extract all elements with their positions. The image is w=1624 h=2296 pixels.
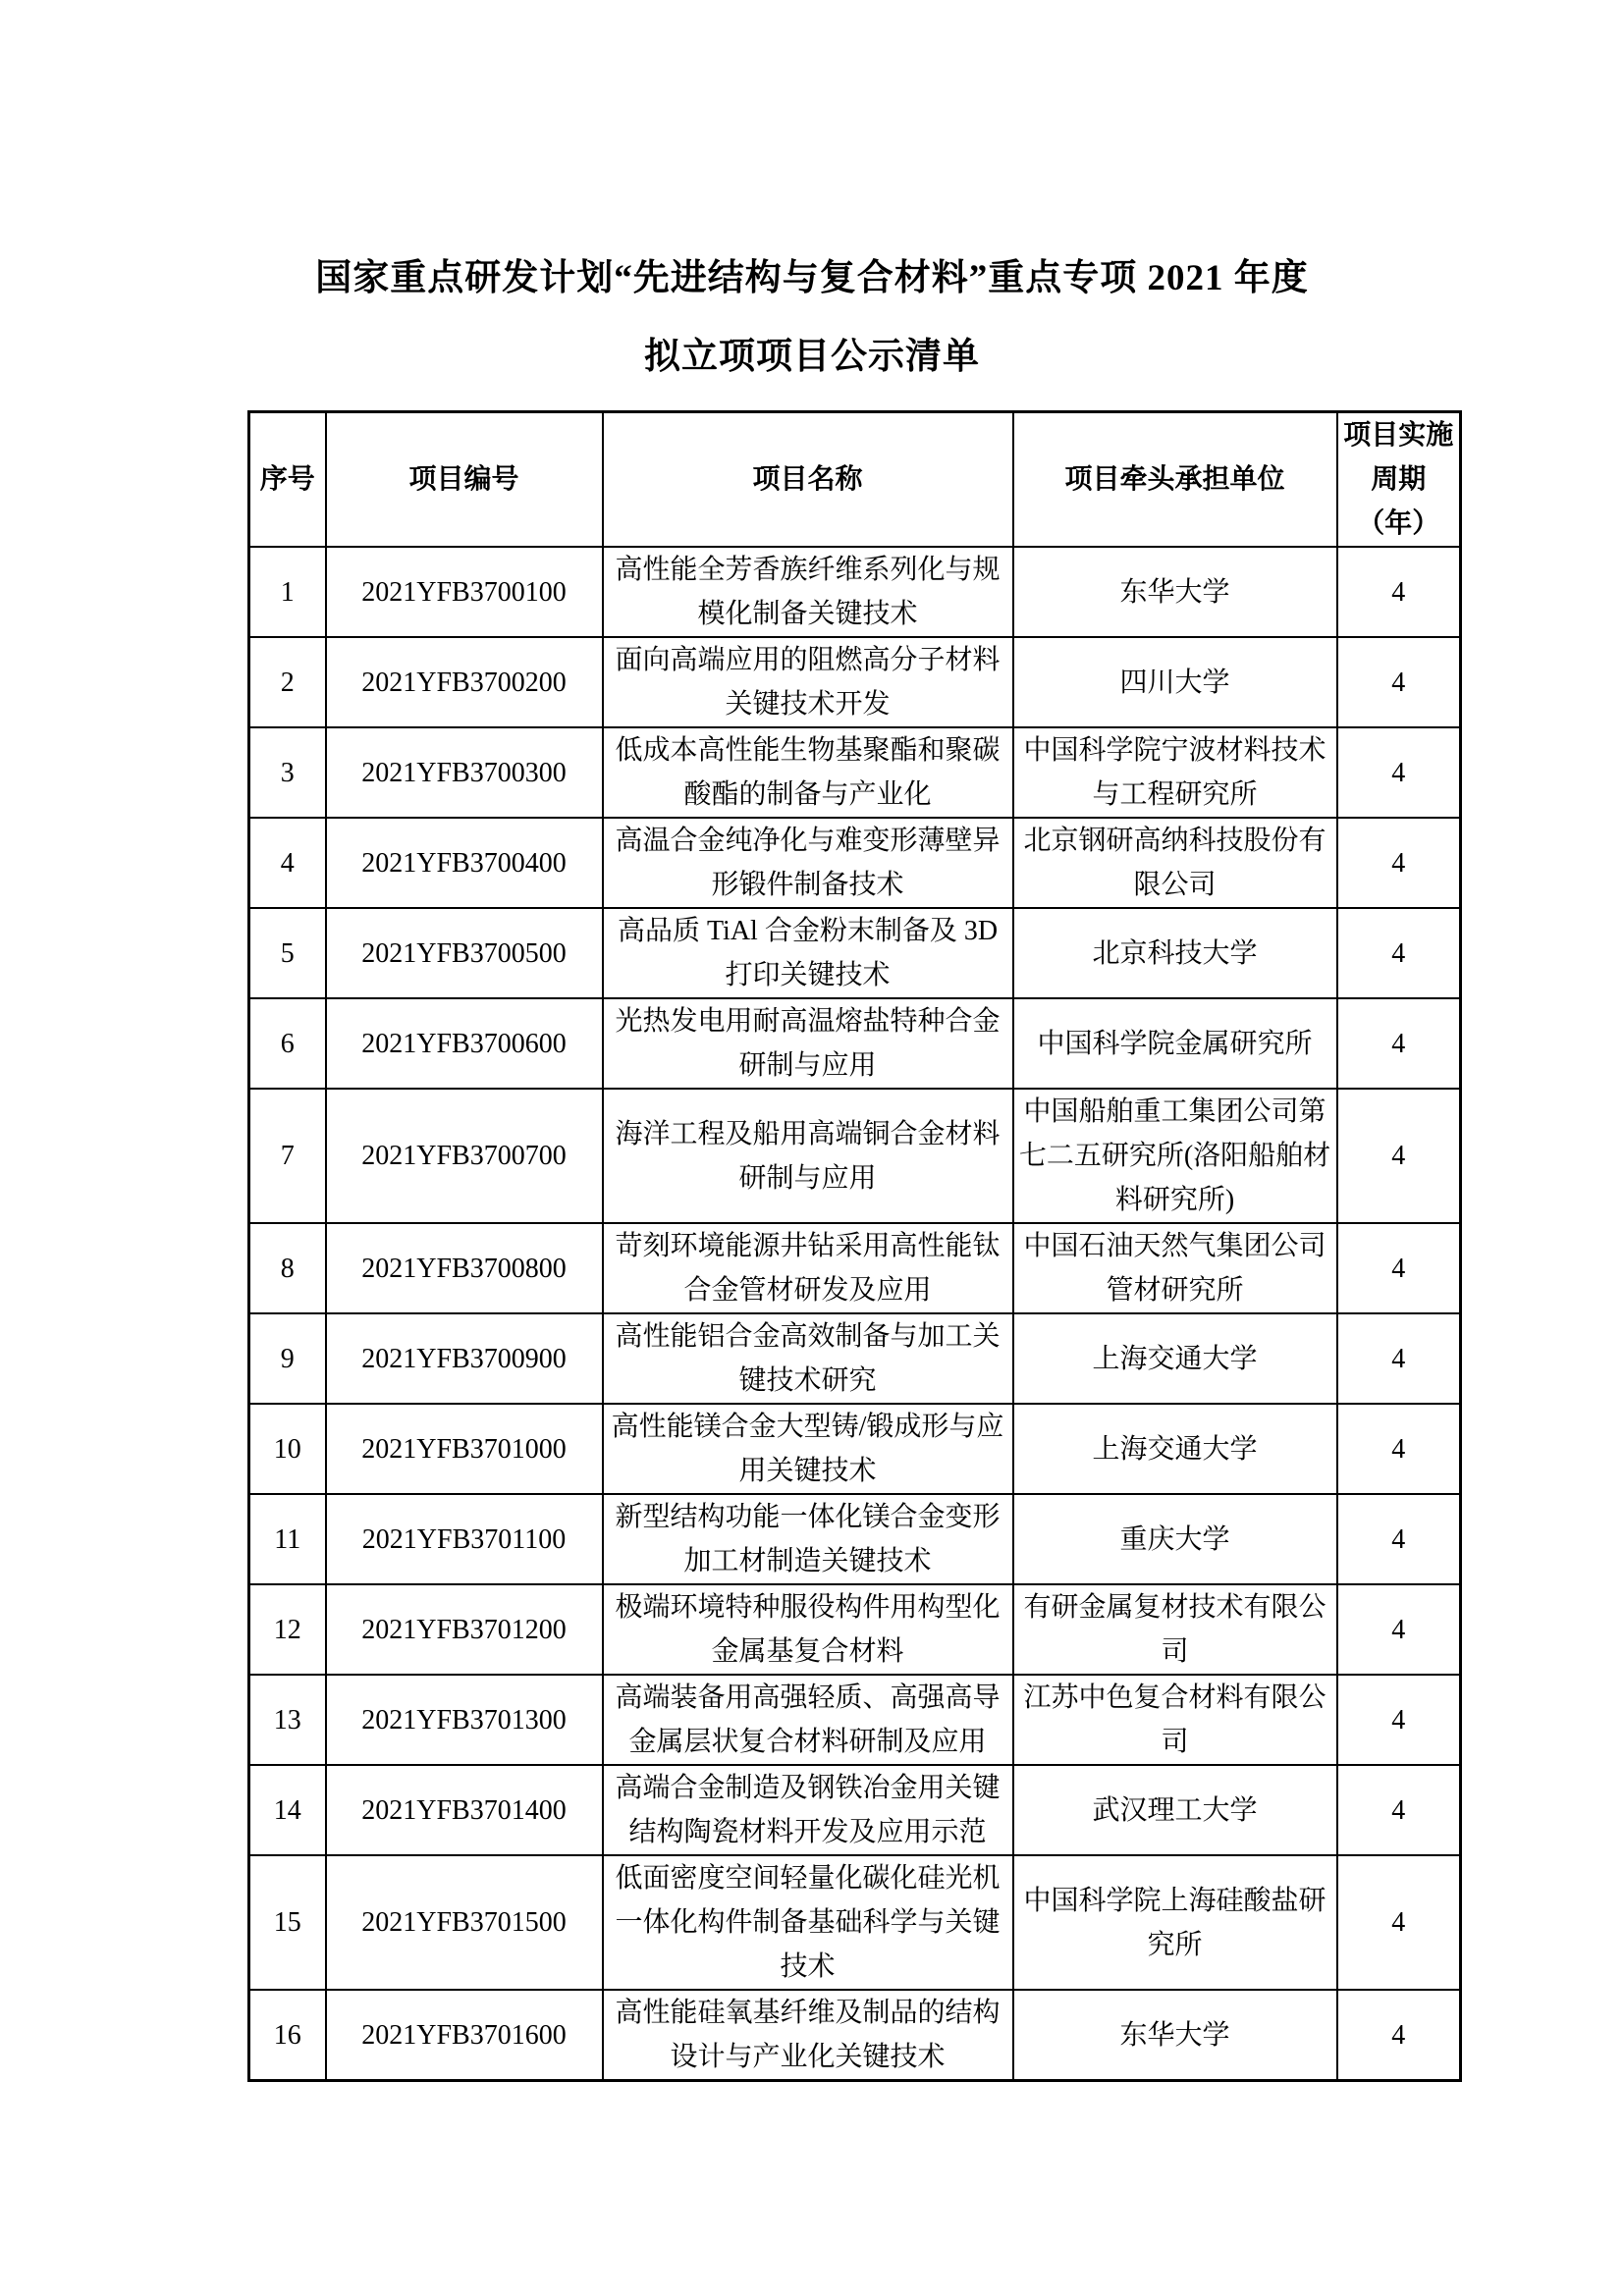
project-name-cell: 高温合金纯净化与难变形薄壁异形锻件制备技术 bbox=[603, 818, 1013, 908]
project-code-cell: 2021YFB3701500 bbox=[326, 1855, 603, 1990]
lead-org-cell: 武汉理工大学 bbox=[1013, 1765, 1337, 1855]
lead-org-cell: 上海交通大学 bbox=[1013, 1404, 1337, 1494]
lead-org-cell: 江苏中色复合材料有限公司 bbox=[1013, 1675, 1337, 1765]
table-row bbox=[249, 998, 1461, 1089]
table-body bbox=[249, 547, 1461, 2081]
row-number-cell: 1 bbox=[249, 547, 326, 637]
header-period-line-1: 项目实施 bbox=[1343, 420, 1454, 451]
project-code-cell: 2021YFB3700800 bbox=[326, 1223, 603, 1313]
row-number-cell: 12 bbox=[249, 1584, 326, 1675]
table-row bbox=[249, 818, 1461, 908]
project-name-cell: 极端环境特种服役构件用构型化金属基复合材料 bbox=[603, 1584, 1013, 1675]
row-number-cell: 15 bbox=[249, 1855, 326, 1990]
header-index: 序号 bbox=[249, 412, 326, 548]
period-cell: 4 bbox=[1337, 908, 1461, 998]
table-row bbox=[249, 727, 1461, 818]
project-name-cell: 高端合金制造及钢铁冶金用关键结构陶瓷材料开发及应用示范 bbox=[603, 1765, 1013, 1855]
project-code-cell: 2021YFB3700600 bbox=[326, 998, 603, 1089]
project-name-cell: 低成本高性能生物基聚酯和聚碳酸酯的制备与产业化 bbox=[603, 727, 1013, 818]
table-row bbox=[249, 1990, 1461, 2081]
lead-org-cell: 北京科技大学 bbox=[1013, 908, 1337, 998]
project-code-cell: 2021YFB3701000 bbox=[326, 1404, 603, 1494]
lead-org-cell: 有研金属复材技术有限公司 bbox=[1013, 1584, 1337, 1675]
header-org: 项目牵头承担单位 bbox=[1013, 412, 1337, 548]
row-number-cell: 2 bbox=[249, 637, 326, 727]
header-name: 项目名称 bbox=[603, 412, 1013, 548]
row-number-cell: 11 bbox=[249, 1494, 326, 1584]
lead-org-cell: 东华大学 bbox=[1013, 1990, 1337, 2081]
period-cell: 4 bbox=[1337, 1313, 1461, 1404]
table-row bbox=[249, 1223, 1461, 1313]
project-code-cell: 2021YFB3701600 bbox=[326, 1990, 603, 2081]
lead-org-cell: 中国船舶重工集团公司第七二五研究所(洛阳船舶材料研究所) bbox=[1013, 1089, 1337, 1223]
table-row bbox=[249, 1494, 1461, 1584]
header-period bbox=[1337, 412, 1461, 548]
period-cell: 4 bbox=[1337, 727, 1461, 818]
row-number-cell: 5 bbox=[249, 908, 326, 998]
project-code-cell: 2021YFB3700300 bbox=[326, 727, 603, 818]
project-code-cell: 2021YFB3701300 bbox=[326, 1675, 603, 1765]
period-cell: 4 bbox=[1337, 998, 1461, 1089]
title-line-2: 拟立项项目公示清单 bbox=[644, 337, 980, 377]
row-number-cell: 4 bbox=[249, 818, 326, 908]
period-cell: 4 bbox=[1337, 1675, 1461, 1765]
table-row bbox=[249, 1584, 1461, 1675]
lead-org-cell: 上海交通大学 bbox=[1013, 1313, 1337, 1404]
project-code-cell: 2021YFB3700400 bbox=[326, 818, 603, 908]
project-name-cell: 高品质 TiAl 合金粉末制备及 3D 打印关键技术 bbox=[603, 908, 1013, 998]
header-period-line-3: （年） bbox=[1357, 508, 1440, 539]
period-cell: 4 bbox=[1337, 1404, 1461, 1494]
period-cell: 4 bbox=[1337, 1765, 1461, 1855]
project-name-cell: 苛刻环境能源井钻采用高性能钛合金管材研发及应用 bbox=[603, 1223, 1013, 1313]
table-row bbox=[249, 547, 1461, 637]
document-title bbox=[0, 240, 1624, 397]
table-row bbox=[249, 1855, 1461, 1990]
project-code-cell: 2021YFB3700100 bbox=[326, 547, 603, 637]
row-number-cell: 8 bbox=[249, 1223, 326, 1313]
project-code-cell: 2021YFB3701100 bbox=[326, 1494, 603, 1584]
period-cell: 4 bbox=[1337, 818, 1461, 908]
table-row bbox=[249, 908, 1461, 998]
row-number-cell: 3 bbox=[249, 727, 326, 818]
title-line-1: 国家重点研发计划“先进结构与复合材料”重点专项 2021 年度 bbox=[315, 258, 1309, 298]
project-name-cell: 高性能铝合金高效制备与加工关键技术研究 bbox=[603, 1313, 1013, 1404]
lead-org-cell: 中国科学院上海硅酸盐研究所 bbox=[1013, 1855, 1337, 1990]
lead-org-cell: 四川大学 bbox=[1013, 637, 1337, 727]
row-number-cell: 10 bbox=[249, 1404, 326, 1494]
project-name-cell: 面向高端应用的阻燃高分子材料关键技术开发 bbox=[603, 637, 1013, 727]
lead-org-cell: 中国科学院宁波材料技术与工程研究所 bbox=[1013, 727, 1337, 818]
period-cell: 4 bbox=[1337, 637, 1461, 727]
project-name-cell: 高性能全芳香族纤维系列化与规模化制备关键技术 bbox=[603, 547, 1013, 637]
period-cell: 4 bbox=[1337, 1990, 1461, 2081]
header-period-line-2: 周期 bbox=[1371, 464, 1427, 495]
row-number-cell: 16 bbox=[249, 1990, 326, 2081]
period-cell: 4 bbox=[1337, 547, 1461, 637]
row-number-cell: 9 bbox=[249, 1313, 326, 1404]
row-number-cell: 6 bbox=[249, 998, 326, 1089]
project-code-cell: 2021YFB3700200 bbox=[326, 637, 603, 727]
lead-org-cell: 东华大学 bbox=[1013, 547, 1337, 637]
lead-org-cell: 重庆大学 bbox=[1013, 1494, 1337, 1584]
period-cell: 4 bbox=[1337, 1855, 1461, 1990]
project-code-cell: 2021YFB3700500 bbox=[326, 908, 603, 998]
lead-org-cell: 北京钢研高纳科技股份有限公司 bbox=[1013, 818, 1337, 908]
project-name-cell: 高性能硅氧基纤维及制品的结构设计与产业化关键技术 bbox=[603, 1990, 1013, 2081]
period-cell: 4 bbox=[1337, 1584, 1461, 1675]
project-name-cell: 光热发电用耐高温熔盐特种合金研制与应用 bbox=[603, 998, 1013, 1089]
project-name-cell: 高端装备用高强轻质、高强高导金属层状复合材料研制及应用 bbox=[603, 1675, 1013, 1765]
project-code-cell: 2021YFB3701200 bbox=[326, 1584, 603, 1675]
row-number-cell: 13 bbox=[249, 1675, 326, 1765]
project-code-cell: 2021YFB3700700 bbox=[326, 1089, 603, 1223]
project-name-cell: 海洋工程及船用高端铜合金材料研制与应用 bbox=[603, 1089, 1013, 1223]
project-name-cell: 高性能镁合金大型铸/锻成形与应用关键技术 bbox=[603, 1404, 1013, 1494]
row-number-cell: 14 bbox=[249, 1765, 326, 1855]
header-code: 项目编号 bbox=[326, 412, 603, 548]
table-row bbox=[249, 1089, 1461, 1223]
project-name-cell: 低面密度空间轻量化碳化硅光机一体化构件制备基础科学与关键技术 bbox=[603, 1855, 1013, 1990]
period-cell: 4 bbox=[1337, 1494, 1461, 1584]
table-row bbox=[249, 637, 1461, 727]
table-row bbox=[249, 1404, 1461, 1494]
table-row bbox=[249, 1313, 1461, 1404]
period-cell: 4 bbox=[1337, 1223, 1461, 1313]
period-cell: 4 bbox=[1337, 1089, 1461, 1223]
row-number-cell: 7 bbox=[249, 1089, 326, 1223]
projects-table bbox=[247, 410, 1462, 2082]
lead-org-cell: 中国科学院金属研究所 bbox=[1013, 998, 1337, 1089]
table-row bbox=[249, 1765, 1461, 1855]
header-row bbox=[249, 412, 1461, 548]
project-code-cell: 2021YFB3701400 bbox=[326, 1765, 603, 1855]
project-code-cell: 2021YFB3700900 bbox=[326, 1313, 603, 1404]
lead-org-cell: 中国石油天然气集团公司管材研究所 bbox=[1013, 1223, 1337, 1313]
project-name-cell: 新型结构功能一体化镁合金变形加工材制造关键技术 bbox=[603, 1494, 1013, 1584]
table-row bbox=[249, 1675, 1461, 1765]
